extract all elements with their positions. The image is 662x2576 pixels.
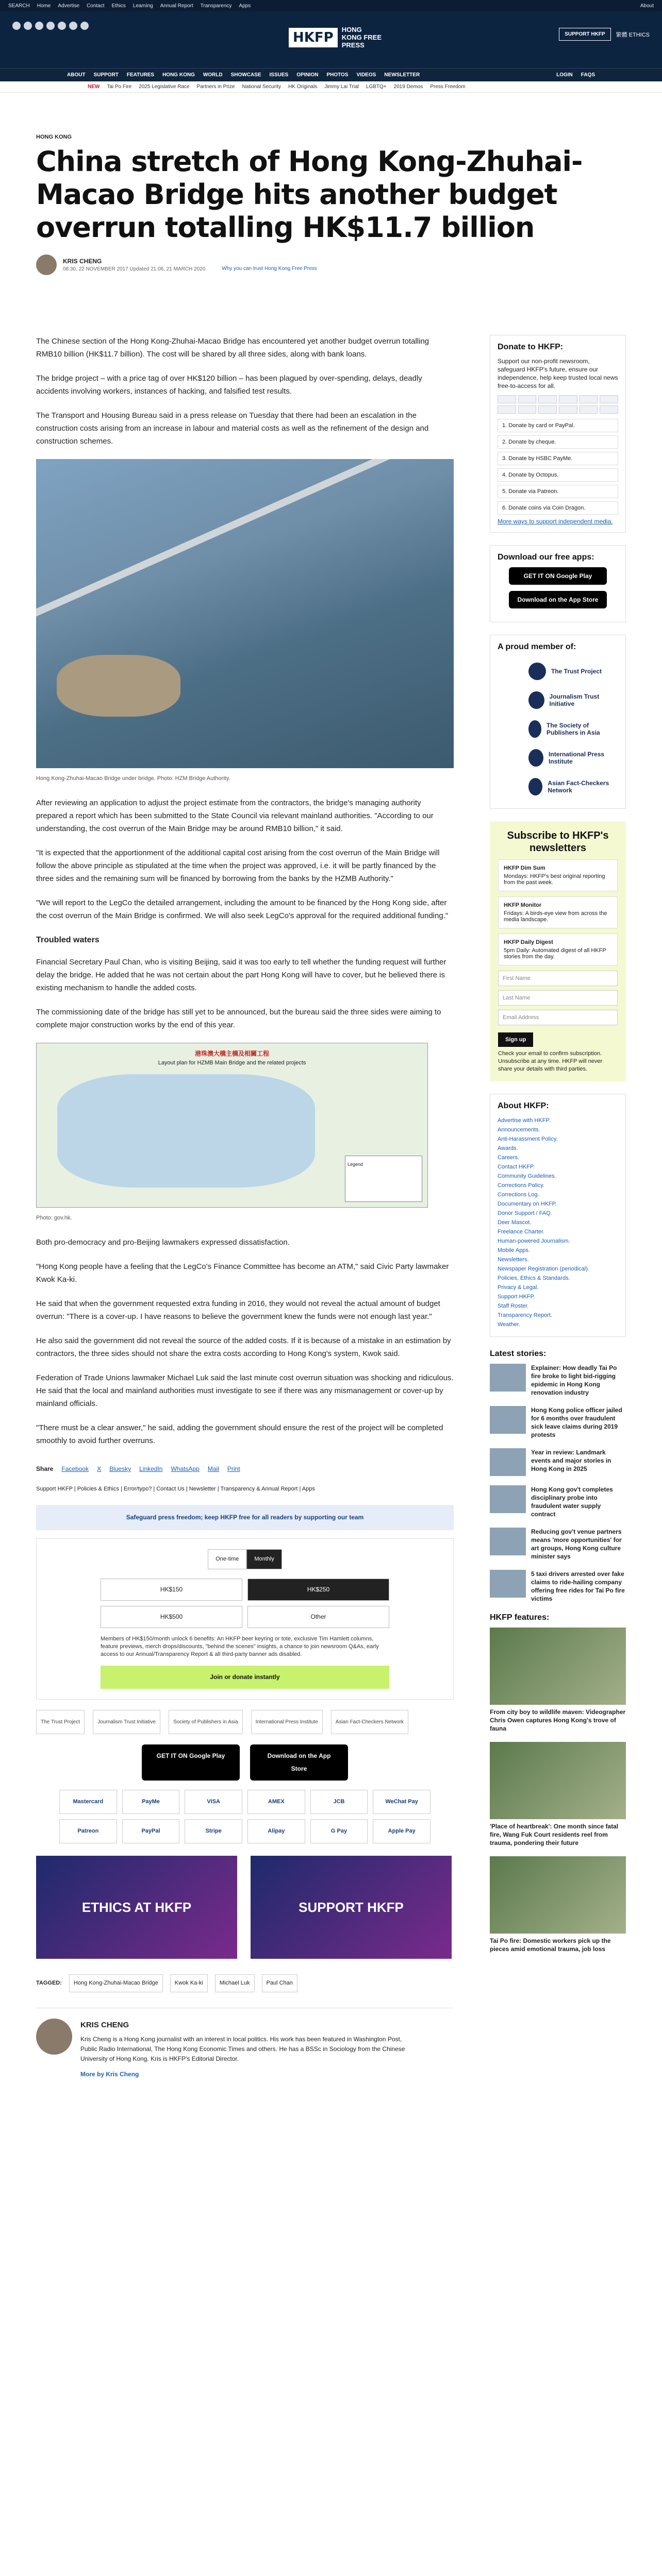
photo-caption: Hong Kong-Zhuhai-Macao Bridge under bridge. Photo: HZM Bridge Authority.	[36, 775, 230, 782]
paragraph: Both pro-democracy and pro-Beijing lawmakers expressed dissatisfaction.	[36, 1238, 290, 1247]
app-store-button[interactable]: Download on the App Store	[509, 591, 607, 608]
about-link[interactable]: Staff Roster.	[498, 1303, 529, 1309]
payment-icon[interactable]	[580, 395, 598, 403]
tag[interactable]: Michael Luk	[215, 1974, 255, 1992]
support-banner[interactable]: SUPPORT HKFP	[251, 1856, 452, 1959]
facebook-icon[interactable]	[12, 22, 21, 30]
member-logo[interactable]: Asian Fact-Checkers Network	[528, 772, 618, 801]
monthly-toggle[interactable]: Monthly	[246, 1549, 282, 1569]
author-name[interactable]: KRIS CHENG	[63, 258, 102, 265]
about-link[interactable]: Mobile Apps.	[498, 1247, 530, 1253]
nav-hong-kong[interactable]: HONG KONG	[162, 72, 195, 78]
map-title: 港珠澳大橋主橋及相關工程	[194, 1050, 269, 1057]
partner-logo[interactable]: The Trust Project	[36, 1710, 85, 1734]
newsletter-option[interactable]: HKFP Daily Digest 5pm Daily: Automated digest of all HKFP stories from the day.	[498, 934, 618, 965]
about-link[interactable]: Awards.	[498, 1145, 518, 1151]
member-sidebar	[490, 635, 626, 809]
payment-logo[interactable]: JCB	[310, 1790, 368, 1814]
tag[interactable]: Kwok Ka-ki	[170, 1974, 208, 1992]
top-utility-bar	[0, 0, 662, 11]
donate-banner[interactable]: Safeguard press freedom; keep HKFP free for all readers by supporting our team	[36, 1505, 454, 1530]
share-whatsapp[interactable]: WhatsApp	[171, 1465, 200, 1472]
feature-thumbnail[interactable]	[490, 1628, 626, 1705]
bridge-photo[interactable]	[36, 459, 454, 768]
about-link[interactable]: Transparency Report.	[498, 1312, 552, 1318]
about-link[interactable]: Corrections Policy.	[498, 1182, 544, 1189]
story-title[interactable]: Year in review: Landmark events and major stories in Hong Kong in 2025	[531, 1449, 611, 1472]
paragraph: He also said the government did not reveal the source of the added costs. If it is because of a mistake in an estimation by contractors, the three sides should not share the extra costs according to Hong Kong's system, Kwok said.	[36, 1336, 451, 1358]
nav-newsletter[interactable]: NEWSLETTER	[384, 72, 420, 78]
feature-story[interactable]	[490, 1856, 626, 1953]
nav-about[interactable]: ABOUT	[67, 72, 86, 78]
subnav-item[interactable]: HK Originals	[288, 84, 318, 90]
donate-widget	[36, 1538, 454, 1700]
partner-logo[interactable]: Asian Fact-Checkers Network	[331, 1710, 408, 1734]
subnav-item[interactable]: National Security	[242, 84, 282, 90]
topbar-item-advertise[interactable]: Advertise	[58, 3, 80, 9]
author-box-name[interactable]: KRIS CHENG	[80, 2021, 129, 2029]
topbar-item-learning[interactable]: Learning	[133, 3, 153, 9]
about-link[interactable]: Community Guidelines.	[498, 1173, 556, 1179]
telegram-icon[interactable]	[80, 22, 89, 30]
payment-icon[interactable]	[498, 405, 516, 414]
story-thumbnail[interactable]	[490, 1528, 526, 1555]
feature-thumbnail[interactable]	[490, 1856, 626, 1934]
author-avatar[interactable]	[36, 2019, 72, 2055]
tag[interactable]: Hong Kong-Zhuhai-Macao Bridge	[69, 1974, 163, 1992]
latest-story[interactable]	[490, 1448, 626, 1476]
sub-nav	[0, 81, 662, 93]
x-icon[interactable]	[24, 22, 32, 30]
payment-logo[interactable]: Stripe	[185, 1819, 242, 1843]
feature-title[interactable]: From city boy to wildlife maven: Videographer Chris Owen captures Hong Kong's trove of fauna	[490, 1708, 626, 1732]
article-body	[36, 335, 454, 2081]
feature-thumbnail[interactable]	[490, 1742, 626, 1819]
topbar-item-contact[interactable]: Contact	[87, 3, 105, 9]
payment-icon[interactable]	[580, 405, 598, 414]
search-link[interactable]: SEARCH	[8, 3, 30, 9]
topbar-item-transparency[interactable]: Transparency	[200, 3, 232, 9]
map-subtitle: Layout plan for HZMB Main Bridge and the related projects	[158, 1060, 306, 1066]
payment-logo[interactable]: G Pay	[310, 1819, 368, 1843]
newsletter-option[interactable]: HKFP Monitor Fridays: A birds-eye view from across the media landscape.	[498, 896, 618, 928]
feature-story[interactable]	[490, 1742, 626, 1847]
subnav-item[interactable]: Tai Po Fire	[107, 84, 132, 90]
paragraph: "Hong Kong people have a feeling that the LegCo's Finance Committee has become an ATM," said Civic Party lawmaker Kwok Ka-ki.	[36, 1262, 449, 1284]
apps-title: Download our free apps:	[498, 553, 594, 562]
about-link[interactable]: Careers.	[498, 1155, 520, 1161]
about-link[interactable]: Freelance Charter.	[498, 1229, 545, 1235]
latest-story[interactable]	[490, 1364, 626, 1397]
author-bio: Kris Cheng is a Hong Kong journalist with an interest in local politics. His work has been featured in Washington Post, Public Radio International, The Hong Kong Economic Times and others. He has a BSSc in Sociology from the Chinese University of Hong Kong. Kris is HKFP's Editorial Director.	[80, 2036, 405, 2062]
payment-icon[interactable]	[538, 405, 557, 414]
partner-logo[interactable]: Society of Publishers in Asia	[169, 1710, 243, 1734]
latest-stories	[490, 1364, 626, 1603]
features-list	[490, 1628, 626, 1953]
paragraph: The Transport and Housing Bureau said in a press release on Tuesday that there had been an escalation in the construction costs arising from an increase in labour and material costs as well as the refinement of the design and construction schemes.	[36, 411, 429, 446]
tag[interactable]: Paul Chan	[262, 1974, 297, 1992]
instagram-icon[interactable]	[35, 22, 43, 30]
nav-faqs[interactable]: FAQS	[581, 72, 595, 78]
social-icons	[12, 22, 89, 30]
subnav-item[interactable]: Press Freedom	[430, 84, 466, 90]
story-thumbnail[interactable]	[490, 1448, 526, 1476]
amount-250[interactable]: HK$250	[247, 1579, 389, 1601]
topbar-item-annual-report[interactable]: Annual Report	[160, 3, 193, 9]
payment-icon[interactable]	[600, 395, 618, 403]
story-thumbnail[interactable]	[490, 1570, 526, 1598]
payment-logo[interactable]: VISA	[185, 1790, 242, 1814]
linkedin-icon[interactable]	[69, 22, 77, 30]
google-play-button[interactable]: GET IT ON Google Play	[142, 1744, 240, 1781]
more-ways-link[interactable]: More ways to support independent media.	[498, 518, 613, 525]
main-nav	[0, 68, 662, 81]
first-name-field[interactable]: First Name	[498, 971, 618, 986]
about-link[interactable]: Deer Mascot.	[498, 1219, 532, 1226]
tags-label: TAGGED:	[36, 1980, 62, 1986]
about-sidebar	[490, 1094, 626, 1337]
app-store-button[interactable]: Download on the App Store	[250, 1744, 348, 1781]
story-title[interactable]: Hong Kong gov't completes disciplinary probe into fraudulent water supply contract	[531, 1486, 613, 1518]
nav-opinion[interactable]: OPINION	[296, 72, 319, 78]
payment-logo[interactable]: PayPal	[122, 1819, 180, 1843]
member-logo[interactable]: The Society of Publishers in Asia	[528, 715, 618, 743]
donate-method[interactable]: 5. Donate via Patreon.	[498, 485, 618, 498]
sidebar	[490, 335, 626, 1962]
payment-icon[interactable]	[518, 405, 537, 414]
about-link[interactable]: Advertise with HKFP.	[498, 1117, 551, 1124]
last-name-field[interactable]: Last Name	[498, 990, 618, 1006]
youtube-icon[interactable]	[58, 22, 66, 30]
share-label: Share	[36, 1465, 54, 1472]
language-switch[interactable]: 繁體 ETHICS	[616, 31, 650, 38]
paragraph: The Chinese section of the Hong Kong-Zhuhai-Macao Bridge has encountered yet another budget overrun totalling RMB10 billion (HK$11.7 billion). The cost will be shared by all three sides, along with bank loans.	[36, 337, 429, 359]
amount-other[interactable]: Other	[247, 1606, 389, 1628]
article-title: China stretch of Hong Kong-Zhuhai-Macao Bridge hits another budget overrun totalling HK$11.7 billion	[36, 145, 583, 244]
payment-icon[interactable]	[559, 395, 577, 403]
partner-logos	[36, 1710, 454, 1734]
about-link[interactable]: Support HKFP.	[498, 1294, 535, 1300]
paragraph: Financial Secretary Paul Chan, who is visiting Beijing, said it was too early to tell whether the funding request will further delay the bridge. He added that he was not certain about the part Hong Kong will have to cover, but he believed there is existing mechanism to handle the added costs.	[36, 958, 446, 992]
paragraph: "It is expected that the apportionment of the additional capital cost arising from the cost overrun of the Main Bridge will follow the above principle as stipulated at the time when the project was approved, i.e. it will be partly financed by the three sides and the remaining sum will be financed by borrowing from the banks by the HZMB Authority."	[36, 849, 440, 883]
one-time-toggle[interactable]: One-time	[208, 1549, 246, 1569]
member-logo[interactable]: Journalism Trust Initiative	[528, 686, 618, 715]
story-title[interactable]: Hong Kong police officer jailed for 6 months over fraudulent sick leave claims during 2019 protests	[531, 1406, 622, 1438]
feature-title[interactable]: 'Place of heartbreak': One month since fatal fire, Wang Fuk Court residents reel from trauma, pondering their future	[490, 1823, 619, 1846]
payment-logo[interactable]: Mastercard	[59, 1790, 117, 1814]
payment-icon[interactable]	[498, 395, 516, 403]
paragraph: "We will report to the LegCo the detailed arrangement, including the amount to be financed by the Hong Kong side, after the cost overrun of the Main Bridge is confirmed. We will also seek LegCo's approval for the required additional funding."	[36, 899, 449, 920]
about-link[interactable]: Privacy & Legal.	[498, 1284, 539, 1291]
about-link[interactable]: Newsletters.	[498, 1257, 529, 1263]
footer-links[interactable]: Support HKFP | Policies & Ethics | Error/typo? | Contact Us | Newsletter | Transparency & Annual Report | Apps	[36, 1486, 315, 1492]
newsletter-signup	[490, 821, 626, 1081]
subnav-item[interactable]: Jimmy Lai Trial	[324, 84, 359, 90]
payment-logo[interactable]: Apple Pay	[373, 1819, 431, 1843]
site-logo[interactable]	[289, 26, 383, 49]
author-avatar[interactable]	[36, 255, 57, 275]
topbar-item-apps[interactable]: Apps	[239, 3, 251, 9]
nav-login[interactable]: LOGIN	[556, 72, 573, 78]
member-logo[interactable]: The Trust Project	[528, 657, 618, 686]
google-play-button[interactable]: GET IT ON Google Play	[509, 567, 607, 585]
ethics-banner[interactable]: ETHICS AT HKFP	[36, 1856, 237, 1959]
share-linkedin[interactable]: LinkedIn	[139, 1465, 163, 1472]
member-icon	[528, 691, 544, 709]
feature-title[interactable]: Tai Po fire: Domestic workers pick up the pieces amid emotional trauma, job loss	[490, 1937, 611, 1953]
nav-support[interactable]: SUPPORT	[93, 72, 119, 78]
latest-story[interactable]	[490, 1528, 626, 1561]
subnav-item[interactable]: 2019 Demos	[393, 84, 423, 90]
share-bluesky[interactable]: Bluesky	[109, 1465, 131, 1472]
donate-note: Members of HK$150/month unlock 6 benefits: An HKFP beer keyring or tote, exclusive Tim Hamlett columns, feature previews, merch drops/discounts, "behind the scenes" insights, a chance to join newsroom Q&As, early access to our Annual/Transparency Report & all third-party banner ads disabled.	[101, 1636, 379, 1657]
tag-list	[36, 1974, 454, 1992]
payment-icon[interactable]	[600, 405, 618, 414]
donate-method[interactable]: 4. Donate by Octopus.	[498, 468, 618, 482]
payment-icon[interactable]	[518, 395, 537, 403]
about-link[interactable]: Donor Support / FAQ.	[498, 1210, 552, 1216]
section-heading: Troubled waters	[36, 936, 100, 944]
page-content	[36, 134, 626, 2078]
member-logo[interactable]: International Press Institute	[528, 743, 618, 772]
nav-videos[interactable]: VIDEOS	[356, 72, 376, 78]
donate-text: Support our non-profit newsroom, safeguard HKFP's future, ensure our independence, help keep trusted local news free-to-access for all.	[498, 358, 618, 389]
story-thumbnail[interactable]	[490, 1406, 526, 1434]
nav-showcase[interactable]: SHOWCASE	[230, 72, 261, 78]
payment-logo[interactable]: PayMe	[122, 1790, 180, 1814]
story-thumbnail[interactable]	[490, 1485, 526, 1513]
latest-story[interactable]	[490, 1485, 626, 1518]
payment-logo[interactable]: Patreon	[59, 1819, 117, 1843]
about-link[interactable]: Corrections Log.	[498, 1192, 539, 1198]
partner-logo[interactable]: International Press Institute	[251, 1710, 323, 1734]
subnav-item[interactable]: 2025 Legislative Race	[139, 84, 190, 90]
share-mail[interactable]: Mail	[207, 1465, 219, 1472]
latest-story[interactable]	[490, 1406, 626, 1439]
latest-title: Latest stories:	[490, 1349, 547, 1358]
map-legend: Legend	[345, 1156, 422, 1202]
nav-photos[interactable]: PHOTOS	[326, 72, 349, 78]
paragraph: The commissioning date of the bridge has still yet to be announced, but the bureau said the three sides were aiming to complete major construction works by the end of this year.	[36, 1008, 441, 1029]
about-link[interactable]: Announcements.	[498, 1127, 540, 1133]
paragraph: Federation of Trade Unions lawmaker Michael Luk said the last minute cost overrun situation was shocking and ridiculous. He said that the local and mainland authorities must investigate to see if there was any mismanagement or cover-up by mainland officials.	[36, 1374, 454, 1408]
topbar-item-home[interactable]: Home	[37, 3, 51, 9]
share-print[interactable]: Print	[227, 1465, 240, 1472]
article-category[interactable]: HONG KONG	[36, 134, 72, 140]
about-link[interactable]: Weather.	[498, 1321, 520, 1328]
story-title[interactable]: Reducing gov't venue partners means 'more opportunities' for art groups, Hong Kong culture minister says	[531, 1528, 622, 1560]
payment-icon[interactable]	[538, 395, 557, 403]
subnav-item[interactable]: Partners in Prize	[196, 84, 235, 90]
payment-logo[interactable]: AMEX	[247, 1790, 305, 1814]
amount-500[interactable]: HK$500	[101, 1606, 242, 1628]
share-facebook[interactable]: Facebook	[61, 1465, 89, 1472]
bridge-map-image[interactable]	[36, 1043, 428, 1208]
signup-button[interactable]: Sign up	[498, 1032, 533, 1047]
payment-logo[interactable]: WeChat Pay	[373, 1790, 431, 1814]
story-title[interactable]: 5 taxi drivers arrested over fake claims to ride-hailing company offering free rides for Tai Po fire victims	[531, 1570, 625, 1602]
donate-sidebar	[490, 335, 626, 533]
about-link[interactable]: Newspaper Registration (periodical).	[498, 1266, 589, 1272]
subnav-item[interactable]: LGBTQ+	[366, 84, 387, 90]
about-link[interactable]: Human-powered Journalism.	[498, 1238, 570, 1244]
donate-title: Donate to HKFP:	[498, 343, 564, 351]
about-link[interactable]: Anti-Harassment Policy.	[498, 1136, 558, 1142]
share-x[interactable]: X	[97, 1465, 102, 1472]
about-title: About HKFP:	[498, 1101, 549, 1110]
donate-method[interactable]: 1. Donate by card or PayPal.	[498, 419, 618, 432]
member-icon	[528, 778, 542, 795]
feature-story[interactable]	[490, 1628, 626, 1733]
new-badge: NEW	[88, 84, 100, 90]
amount-150[interactable]: HK$150	[101, 1579, 242, 1601]
topbar-item-about[interactable]: About	[640, 3, 654, 9]
paragraph: After reviewing an application to adjust the project estimate from the contractors, the bridge's managing authority prepared a report which has been submitted to the State Council via relevant mainland authorities. "According to our understanding, the cost overrun of the Main Bridge may be around RMB10 billion," it said.	[36, 799, 434, 833]
payment-logo[interactable]: Alipay	[247, 1819, 305, 1843]
newsletter-option[interactable]: HKFP Dim Sum Mondays: HKFP's best original reporting from the past week.	[498, 859, 618, 891]
donate-method[interactable]: 6. Donate coins via Coin Dragon.	[498, 501, 618, 515]
member-icon	[528, 663, 546, 680]
more-by-author-link[interactable]: More by Kris Cheng	[80, 2071, 139, 2078]
logo-text: HONG KONG FREE PRESS	[341, 26, 382, 49]
paragraph: He said that when the government requested extra funding in 2016, they would not reveal the actual amount of budget overrun: "There is a cover-up. I have reasons to believe the government knew the funds were not enough last year."	[36, 1299, 440, 1321]
join-donate-button[interactable]: Join or donate instantly	[101, 1666, 389, 1689]
donate-method[interactable]: 2. Donate by cheque.	[498, 435, 618, 449]
paragraph: "There must be a clear answer," he said, adding the government should ensure the rest of the project will be completed smoothly to avoid further overruns.	[36, 1423, 443, 1445]
partner-logo[interactable]: Journalism Trust Initiative	[93, 1710, 160, 1734]
email-field[interactable]: Email Address	[498, 1010, 618, 1025]
member-title: A proud member of:	[498, 642, 576, 651]
support-hkfp-button[interactable]: SUPPORT HKFP	[559, 28, 610, 41]
about-link[interactable]: Policies, Ethics & Standards.	[498, 1275, 570, 1281]
donate-method[interactable]: 3. Donate by HSBC PayMe.	[498, 452, 618, 465]
apps-sidebar	[490, 545, 626, 622]
latest-story[interactable]	[490, 1570, 626, 1603]
newsletter-title: Subscribe to HKFP's newsletters	[507, 830, 609, 854]
payment-icon[interactable]	[559, 405, 577, 414]
features-title: HKFP features:	[490, 1613, 550, 1622]
paragraph: The bridge project – with a price tag of over HK$120 billion – has been plagued by over-spending, delays, deadly accidents involving workers, instances of hacking, and falsified test results.	[36, 374, 422, 396]
site-header	[0, 11, 662, 68]
member-icon	[528, 720, 541, 738]
author-box	[36, 2008, 454, 2081]
nav-features[interactable]: FEATURES	[126, 72, 155, 78]
payment-methods	[59, 1790, 431, 1843]
story-title[interactable]: Explainer: How deadly Tai Po fire broke to light bid-rigging epidemic in Hong Kong renovation industry	[531, 1364, 617, 1396]
member-icon	[528, 749, 543, 767]
nav-issues[interactable]: ISSUES	[269, 72, 289, 78]
signup-note: Check your email to confirm subscription. Unsubscribe at any time. HKFP will never share your details with third parties.	[498, 1050, 603, 1072]
threads-icon[interactable]	[46, 22, 55, 30]
story-thumbnail[interactable]	[490, 1364, 526, 1392]
logo-mark: HKFP	[289, 28, 338, 47]
map-caption: Photo: gov.hk.	[36, 1215, 72, 1221]
topbar-item-ethics[interactable]: Ethics	[111, 3, 126, 9]
share-bar	[36, 1463, 454, 1476]
about-link[interactable]: Documentary on HKFP.	[498, 1201, 557, 1207]
about-link[interactable]: Contact HKFP.	[498, 1164, 535, 1170]
why-trust-link[interactable]: Why you can trust Hong Kong Free Press	[222, 265, 317, 272]
nav-world[interactable]: WORLD	[203, 72, 223, 78]
article-date: 08:30, 22 NOVEMBER 2017 Updated 21:06, 21 MARCH 2020	[63, 266, 206, 272]
byline	[36, 255, 500, 275]
